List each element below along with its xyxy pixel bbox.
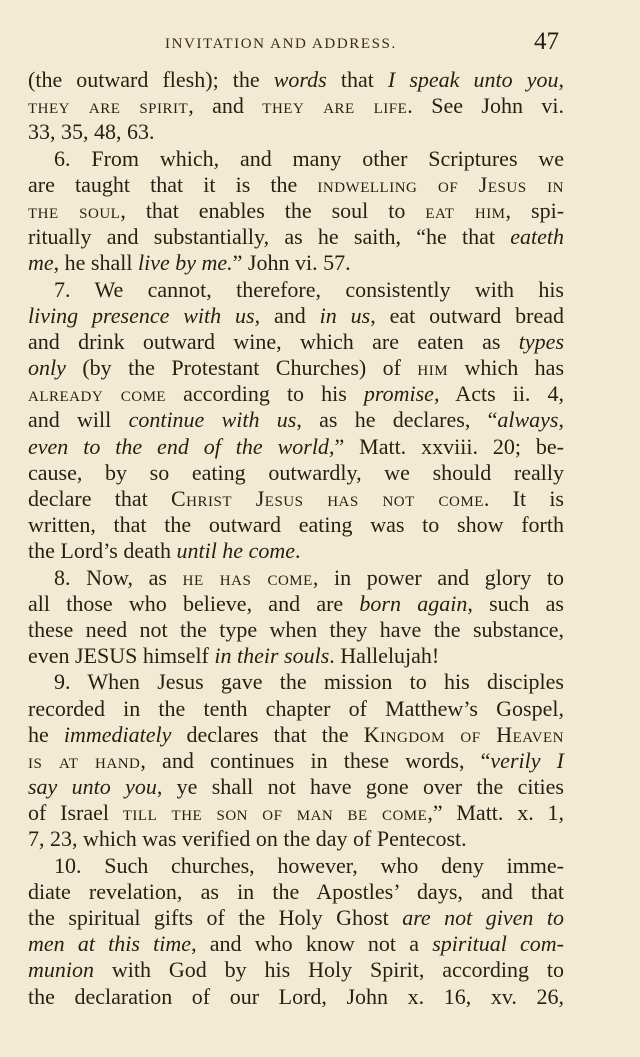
text-segment: , that enables the soul to xyxy=(120,197,426,223)
text-segment: , in power and glory to xyxy=(312,564,564,590)
italic-text: words xyxy=(273,67,327,92)
text-segment: these need not the type when they have the substance, xyxy=(28,616,564,642)
small-caps-text: the soul xyxy=(28,197,121,223)
italic-text: munion xyxy=(28,957,94,983)
text-segment: according to his xyxy=(166,381,364,407)
text-line xyxy=(28,434,564,460)
text-line xyxy=(28,119,564,145)
text-segment: he xyxy=(28,721,64,747)
italic-text: promise xyxy=(363,381,434,407)
text-segment: 33, 35, 48, 63. xyxy=(28,119,155,145)
text-line xyxy=(28,931,564,957)
text-line xyxy=(28,669,564,695)
text-segment: ,” Matt. x. 1, xyxy=(427,800,564,826)
text-line xyxy=(28,538,564,564)
small-caps-text: they are life xyxy=(262,93,408,119)
text-line xyxy=(28,460,564,486)
text-segment: all those who believe, and are xyxy=(28,590,360,616)
running-title: INVITATION AND ADDRESS. xyxy=(165,36,397,52)
italic-text: say unto you xyxy=(28,774,157,800)
italic-text: spiritual com- xyxy=(432,931,564,957)
text-line xyxy=(28,303,564,329)
text-line xyxy=(28,224,564,250)
text-line xyxy=(28,486,564,512)
text-segment: the Lord’s death xyxy=(28,538,177,564)
text-line xyxy=(28,198,564,224)
text-line xyxy=(28,643,564,669)
text-segment: 10. Such churches, however, who deny imme- xyxy=(54,852,564,878)
text-segment: ” John vi. 57. xyxy=(232,250,351,276)
text-segment: even JESUS himself xyxy=(28,643,215,669)
text-segment: recorded in the tenth chapter of Matthew’s Gospel, xyxy=(28,695,564,721)
text-segment: the spiritual gifts of the Holy Ghost xyxy=(28,905,403,930)
italic-text: until he come xyxy=(176,538,295,564)
text-segment: 6. From which, and many other Scriptures we xyxy=(54,145,564,171)
text-segment: , xyxy=(558,407,564,433)
text-segment: 7. We cannot, therefore, consistently with his xyxy=(54,276,564,302)
italic-text: in us xyxy=(319,302,371,328)
text-segment: , xyxy=(558,67,564,92)
text-line xyxy=(28,905,564,931)
text-line xyxy=(28,565,564,591)
small-caps-text: Kingdom of Heaven xyxy=(363,721,564,747)
small-caps-text: Christ Jesus has not come xyxy=(170,486,484,511)
text-line xyxy=(28,879,564,905)
text-segment: 7, 23, which was verified on the day of Pentecost. xyxy=(28,826,467,852)
italic-text: always xyxy=(497,407,559,433)
text-segment: that xyxy=(326,67,388,92)
text-line xyxy=(28,277,564,303)
text-segment: 8. Now, as xyxy=(54,564,183,590)
text-segment: , and xyxy=(188,93,263,119)
text-line xyxy=(28,591,564,617)
text-segment: , spi- xyxy=(505,197,565,223)
body-text xyxy=(28,67,564,1010)
text-segment: , ye shall not have gone over the cities xyxy=(156,774,564,800)
text-segment: of Israel xyxy=(28,800,123,826)
text-segment: , such as xyxy=(467,590,564,616)
italic-text: even to the end of the world xyxy=(28,433,329,459)
small-caps-text: already come xyxy=(28,381,167,407)
page-number: 47 xyxy=(534,28,559,55)
text-segment: cause, by so eating outwardly, we should really xyxy=(28,459,564,485)
text-line xyxy=(28,146,564,172)
text-segment: which has xyxy=(448,355,565,381)
text-line xyxy=(28,853,564,879)
text-line xyxy=(28,407,564,433)
text-line xyxy=(28,826,564,852)
small-caps-text: indwelling of Jesus in xyxy=(317,171,564,197)
text-segment: and drink outward wine, which are eaten as xyxy=(28,328,519,354)
text-segment: . xyxy=(295,538,301,564)
small-caps-text: him xyxy=(417,355,449,381)
text-segment: with God by his Holy Spirit, according to xyxy=(94,957,564,983)
page-header xyxy=(0,28,640,58)
text-segment: , and continues in these words, “ xyxy=(140,747,491,773)
text-segment: ritually and substantially, as he saith, “he that xyxy=(28,224,511,250)
text-segment: declare that xyxy=(28,486,171,511)
italic-text: continue with us xyxy=(128,407,297,433)
italic-text: only xyxy=(28,355,66,381)
text-line xyxy=(28,774,564,800)
italic-text: men at this time xyxy=(28,931,192,957)
text-line xyxy=(28,250,564,276)
text-line xyxy=(28,93,564,119)
text-line xyxy=(28,984,564,1010)
text-line xyxy=(28,381,564,407)
text-segment: , and xyxy=(254,302,320,328)
small-caps-text: till the son of man be come xyxy=(122,800,428,826)
text-segment: . See John vi. xyxy=(407,93,564,119)
text-segment: , he shall xyxy=(53,250,138,276)
italic-text: eateth xyxy=(510,224,564,250)
text-segment: , and who know not a xyxy=(191,931,433,957)
text-line xyxy=(28,355,564,381)
text-line xyxy=(28,696,564,722)
small-caps-text: they are spirit xyxy=(28,93,189,119)
text-line xyxy=(28,67,564,93)
text-line xyxy=(28,722,564,748)
text-segment: ,” Matt. xxviii. 20; be- xyxy=(328,433,564,459)
text-segment: diate revelation, as in the Apostles’ days, and that xyxy=(28,878,564,904)
italic-text: are not given to xyxy=(402,905,564,930)
text-segment: and will xyxy=(28,407,129,433)
text-line xyxy=(28,957,564,983)
italic-text: verily I xyxy=(490,747,565,773)
text-segment: , as he declares, “ xyxy=(296,407,498,433)
text-line xyxy=(28,172,564,198)
italic-text: living presence with us xyxy=(28,302,255,328)
text-line xyxy=(28,329,564,355)
italic-text: immediately xyxy=(63,721,172,747)
text-segment: written, that the outward eating was to show forth xyxy=(28,512,564,538)
text-segment: . It is xyxy=(483,486,564,511)
text-line xyxy=(28,617,564,643)
text-segment: (by the Protestant Churches) of xyxy=(65,355,418,381)
text-segment: (the outward flesh); the xyxy=(28,67,274,92)
text-segment: are taught that it is the xyxy=(28,171,318,197)
text-segment: , Acts ii. 4, xyxy=(433,381,564,407)
text-segment: 9. When Jesus gave the mission to his disciples xyxy=(54,669,564,695)
italic-text: born again xyxy=(359,590,468,616)
small-caps-text: is at hand xyxy=(28,747,141,773)
italic-text: me xyxy=(28,250,54,276)
italic-text: in their souls xyxy=(214,643,330,669)
text-segment: . Hallelujah! xyxy=(329,643,440,669)
italic-text: live by me. xyxy=(137,250,233,276)
text-line xyxy=(28,512,564,538)
text-line xyxy=(28,800,564,826)
small-caps-text: eat him xyxy=(425,197,506,223)
text-segment: , eat outward bread xyxy=(370,302,564,328)
text-line xyxy=(28,748,564,774)
italic-text: I speak unto you xyxy=(387,67,559,92)
small-caps-text: he has come xyxy=(182,564,313,590)
text-segment: the declaration of our Lord, John x. 16, xv. 26, xyxy=(28,983,564,1009)
text-segment: declares that the xyxy=(171,721,364,747)
italic-text: types xyxy=(518,328,564,354)
